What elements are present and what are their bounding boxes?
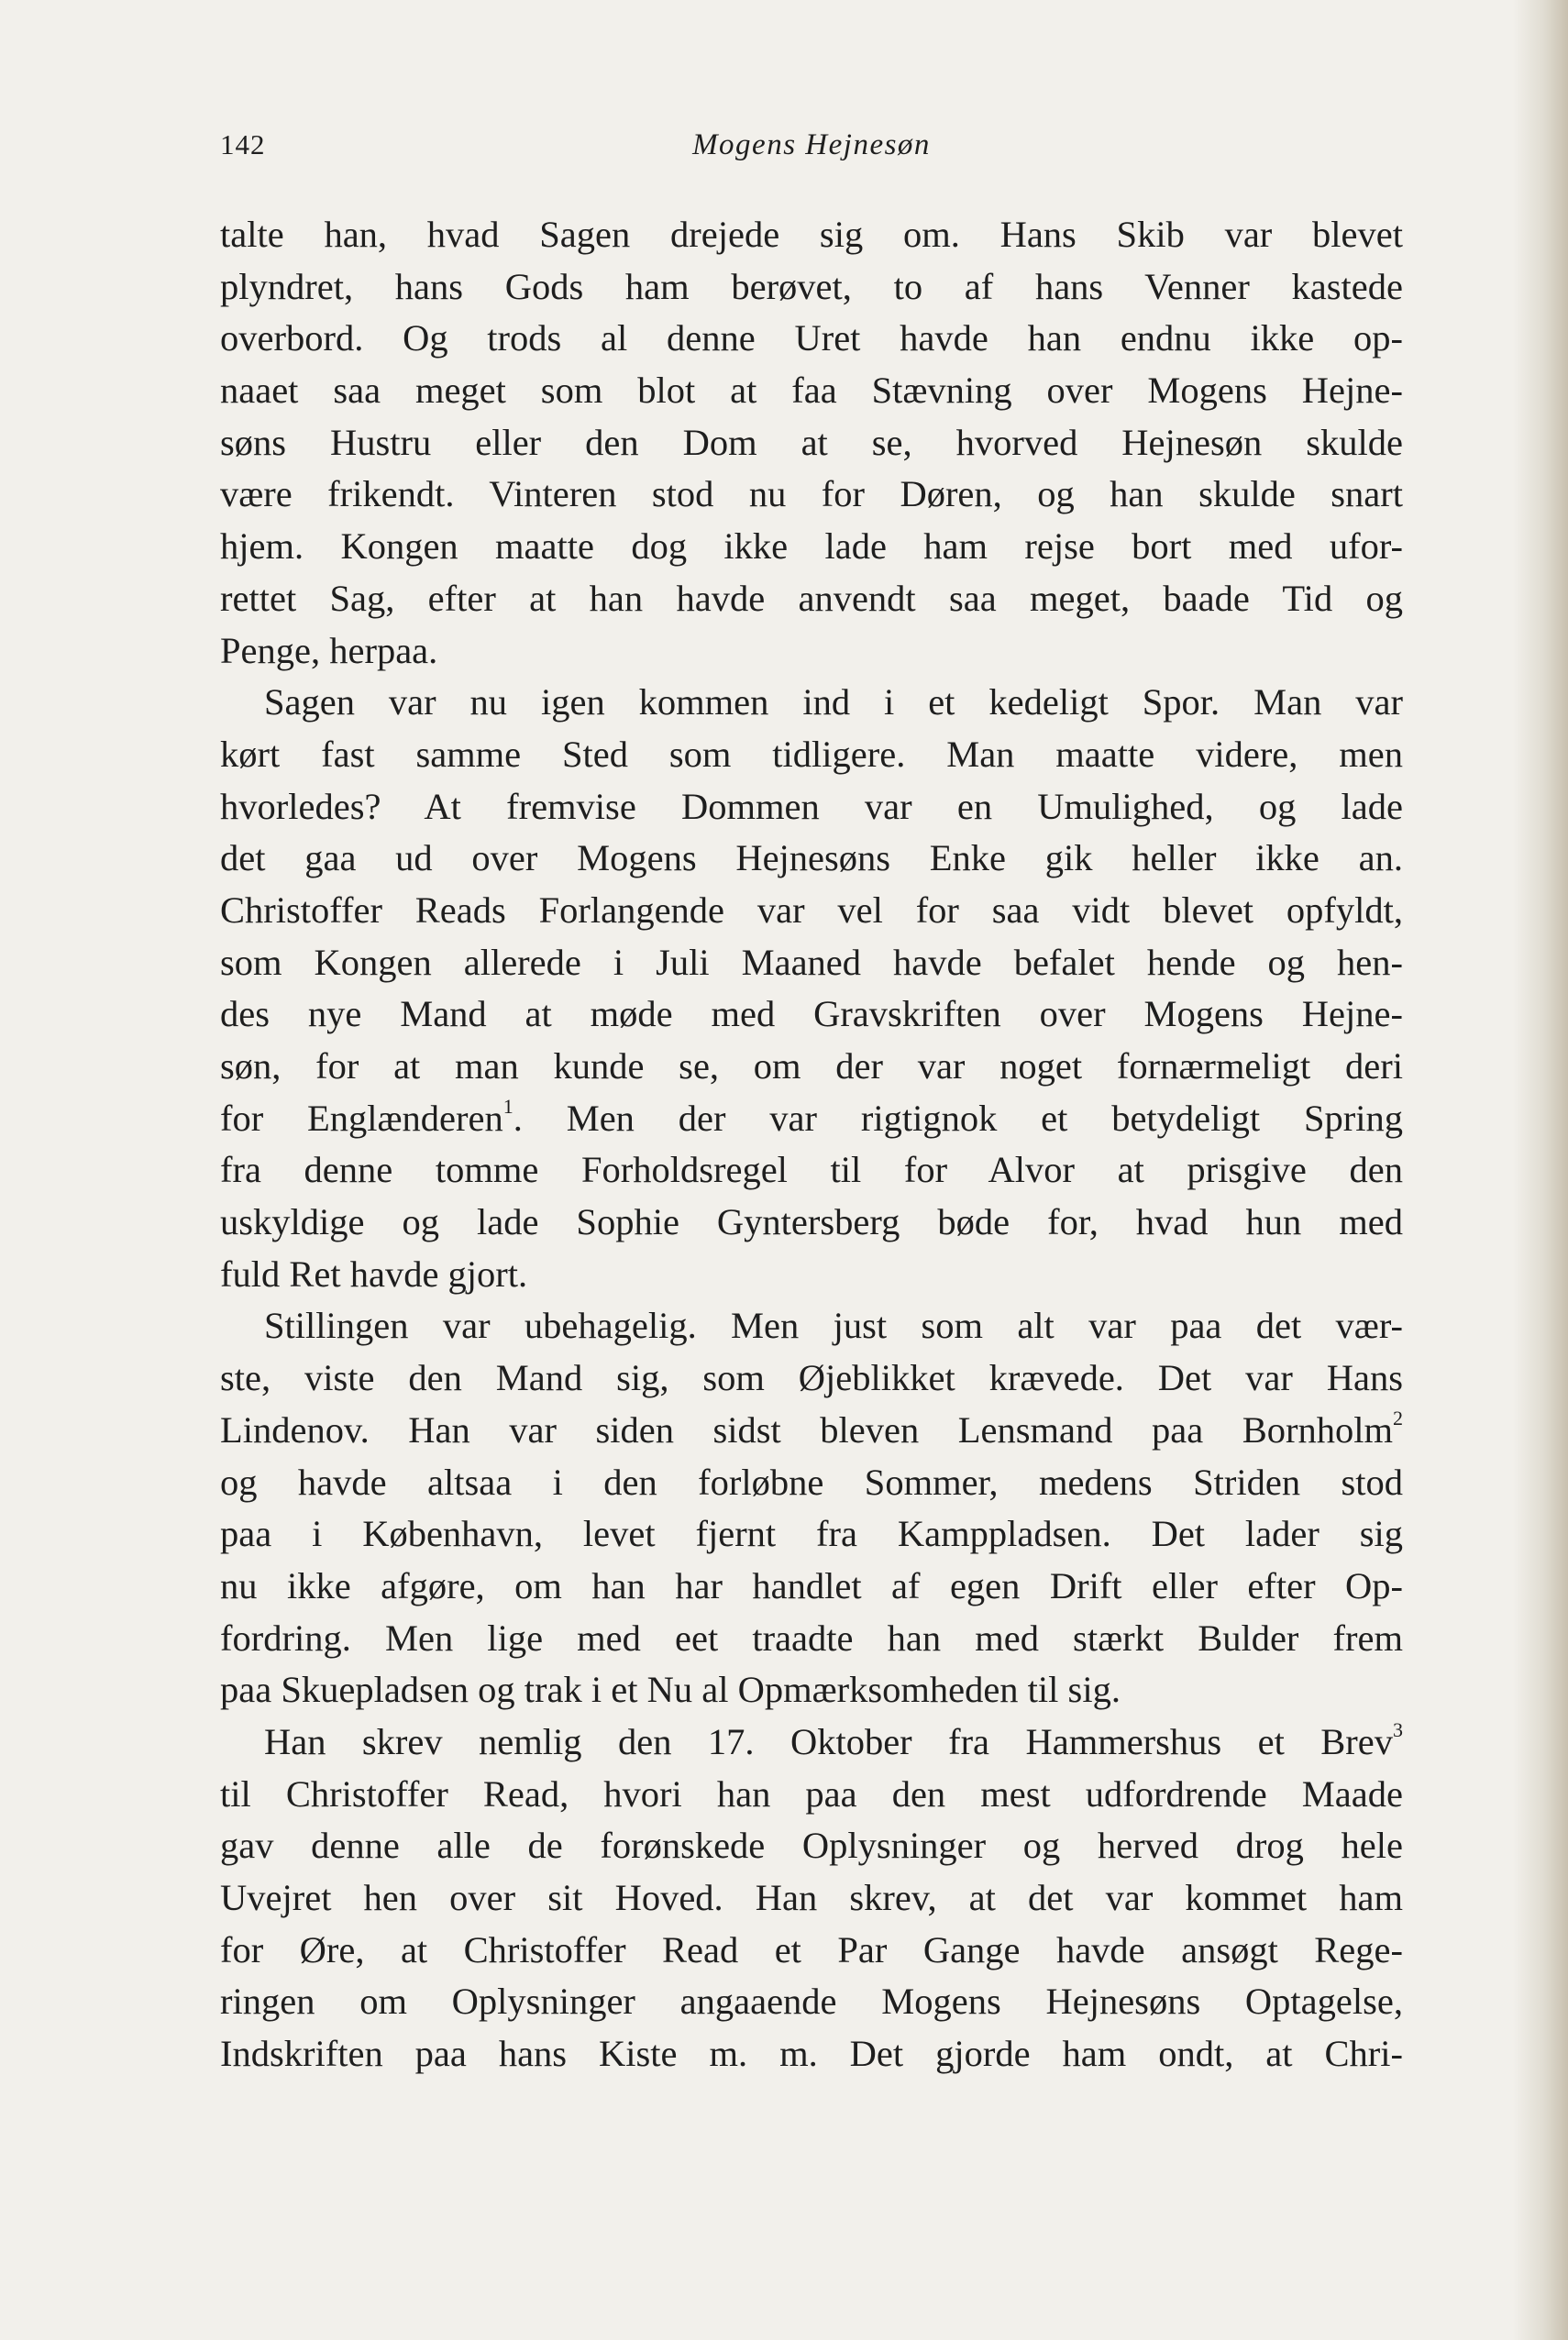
text-line: paa i København, levet fjernt fra Kamppladsen. Det lader sig: [220, 1513, 1403, 1555]
running-title: Mogens Hejnesøn: [692, 128, 931, 161]
text-line: ste, viste den Mand sig, som Øjeblikket krævede. Det var Hans: [220, 1357, 1403, 1399]
text-line: Indskriften paa hans Kiste m. m. Det gjorde ham ondt, at Chri-: [220, 2033, 1403, 2075]
text-line: plyndret, hans Gods ham berøvet, to af hans Venner kastede: [220, 265, 1403, 307]
text-line: Lindenov. Han var siden sidst bleven Lensmand paa Bornholm$^2$: [220, 1407, 1403, 1451]
text-line: søns Hustru eller den Dom at se, hvorved Hejnesøn skulde: [220, 421, 1403, 463]
text-line: Sagen var nu igen kommen ind i et kedeligt Spor. Man var: [264, 681, 1403, 723]
text-line: hjem. Kongen maatte dog ikke lade ham rejse bort med ufor-: [220, 525, 1403, 568]
text-line: det gaa ud over Mogens Hejnesøns Enke gik heller ikke an.: [220, 837, 1403, 879]
footnote-marker: 2: [1393, 1407, 1403, 1430]
text-line: som Kongen allerede i Juli Maaned havde befalet hende og hen-: [220, 941, 1403, 983]
running-head: [220, 128, 1403, 169]
text-line: naaet saa meget som blot at faa Stævning over Mogens Hejne-: [220, 370, 1403, 412]
text-line: rettet Sag, efter at han havde anvendt saa meget, baade Tid og: [220, 577, 1403, 619]
text-line: gav denne alle de forønskede Oplysninger og herved drog hele: [220, 1825, 1403, 1867]
text-line: være frikendt. Vinteren stod nu for Døren, og han skulde snart: [220, 473, 1403, 515]
text-line: fordring. Men lige med eet traadte han med stærkt Bulder frem: [220, 1617, 1403, 1659]
text-line: paa Skuepladsen og trak i et Nu al Opmærksomheden til sig.: [220, 1669, 1121, 1711]
text-line: Uvejret hen over sit Hoved. Han skrev, at det var kommet ham: [220, 1877, 1403, 1918]
text-line: for Øre, at Christoffer Read et Par Gange havde ansøgt Rege-: [220, 1928, 1403, 1970]
text-line: Han skrev nemlig den 17. Oktober fra Hammershus et Brev$^3$: [264, 1718, 1403, 1762]
text-line: uskyldige og lade Sophie Gyntersberg bøde for, hvad hun med: [220, 1201, 1403, 1243]
text-line: Penge, herpaa.: [220, 629, 438, 671]
text-line: overbord. Og trods al denne Uret havde han endnu ikke op-: [220, 317, 1403, 359]
text-line: søn, for at man kunde se, om der var noget fornærmeligt deri: [220, 1045, 1403, 1087]
text-line: hvorledes? At fremvise Dommen var en Umulighed, og lade: [220, 785, 1403, 827]
text-line: fuld Ret havde gjort.: [220, 1253, 528, 1295]
text-line: kørt fast samme Sted som tidligere. Man maatte videre, men: [220, 733, 1403, 775]
footnote-marker: 1: [502, 1095, 513, 1119]
text-line: og havde altsaa i den forløbne Sommer, medens Striden stod: [220, 1461, 1403, 1503]
text-line: talte han, hvad Sagen drejede sig om. Hans Skib var blevet: [220, 214, 1403, 255]
text-line: des nye Mand at møde med Gravskriften over Mogens Hejne-: [220, 993, 1403, 1035]
footnote-marker: 3: [1393, 1718, 1403, 1742]
page-edge-shadow: [1513, 0, 1568, 2340]
text-line: ringen om Oplysninger angaaende Mogens Hejnesøns Optagelse,: [220, 1981, 1403, 2023]
text-line: nu ikke afgøre, om han har handlet af egen Drift eller efter Op-: [220, 1564, 1403, 1606]
text-line: Stillingen var ubehagelig. Men just som alt var paa det vær-: [264, 1305, 1403, 1347]
text-line: til Christoffer Read, hvori han paa den mest udfordrende Maade: [220, 1772, 1403, 1815]
page-number: 142: [220, 128, 266, 160]
text-line: for Englænderen$^1$. Men der var rigtignok et betydeligt Spring: [220, 1095, 1403, 1139]
text-line: Christoffer Reads Forlangende var vel for saa vidt blevet opfyldt,: [220, 889, 1403, 931]
text-line: fra denne tomme Forholdsregel til for Alvor at prisgive den: [220, 1149, 1403, 1191]
body-text: [220, 209, 1403, 2081]
